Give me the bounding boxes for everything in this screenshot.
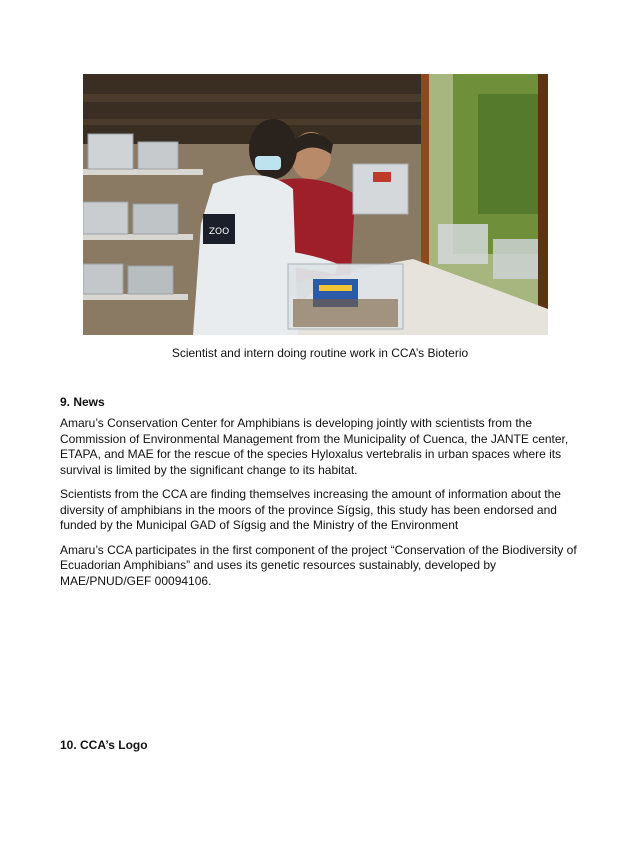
photo-caption: Scientist and intern doing routine work in CCA’s Bioterio (171, 346, 469, 360)
section-heading-news: 9. News (60, 395, 105, 409)
news-paragraph-1: Amaru’s Conservation Center for Amphibians is developing jointly with scientists from the Commission of Environmental Management from the Municipality of Cuenca, the JANTE center, ETAPA, and MAE for the rescue of the species Hyloxalus vertebralis in urban spaces where its survival is limited by the significant change to its habitat. (60, 416, 569, 477)
section-heading-logo: 10. CCA’s Logo (60, 738, 148, 752)
news-body (60, 416, 580, 598)
news-paragraph-2: Scientists from the CCA are finding themselves increasing the amount of information about the diversity of amphibians in the moors of the province Sígsig, this study has been endorsed and funded by the Municipal GAD of Sígsig and the Ministry of the Environment (60, 487, 561, 532)
svg-text:ZOO: ZOO (208, 227, 230, 237)
news-paragraph-3: Amaru’s CCA participates in the first component of the project “Conservation of the Biodiversity of Ecuadorian Amphibians” and uses its genetic resources sustainably, developed by MAE/PNUD/GEF 00094106. (60, 542, 577, 588)
lab-photo (83, 74, 548, 335)
lab-photo-icon (83, 74, 548, 335)
